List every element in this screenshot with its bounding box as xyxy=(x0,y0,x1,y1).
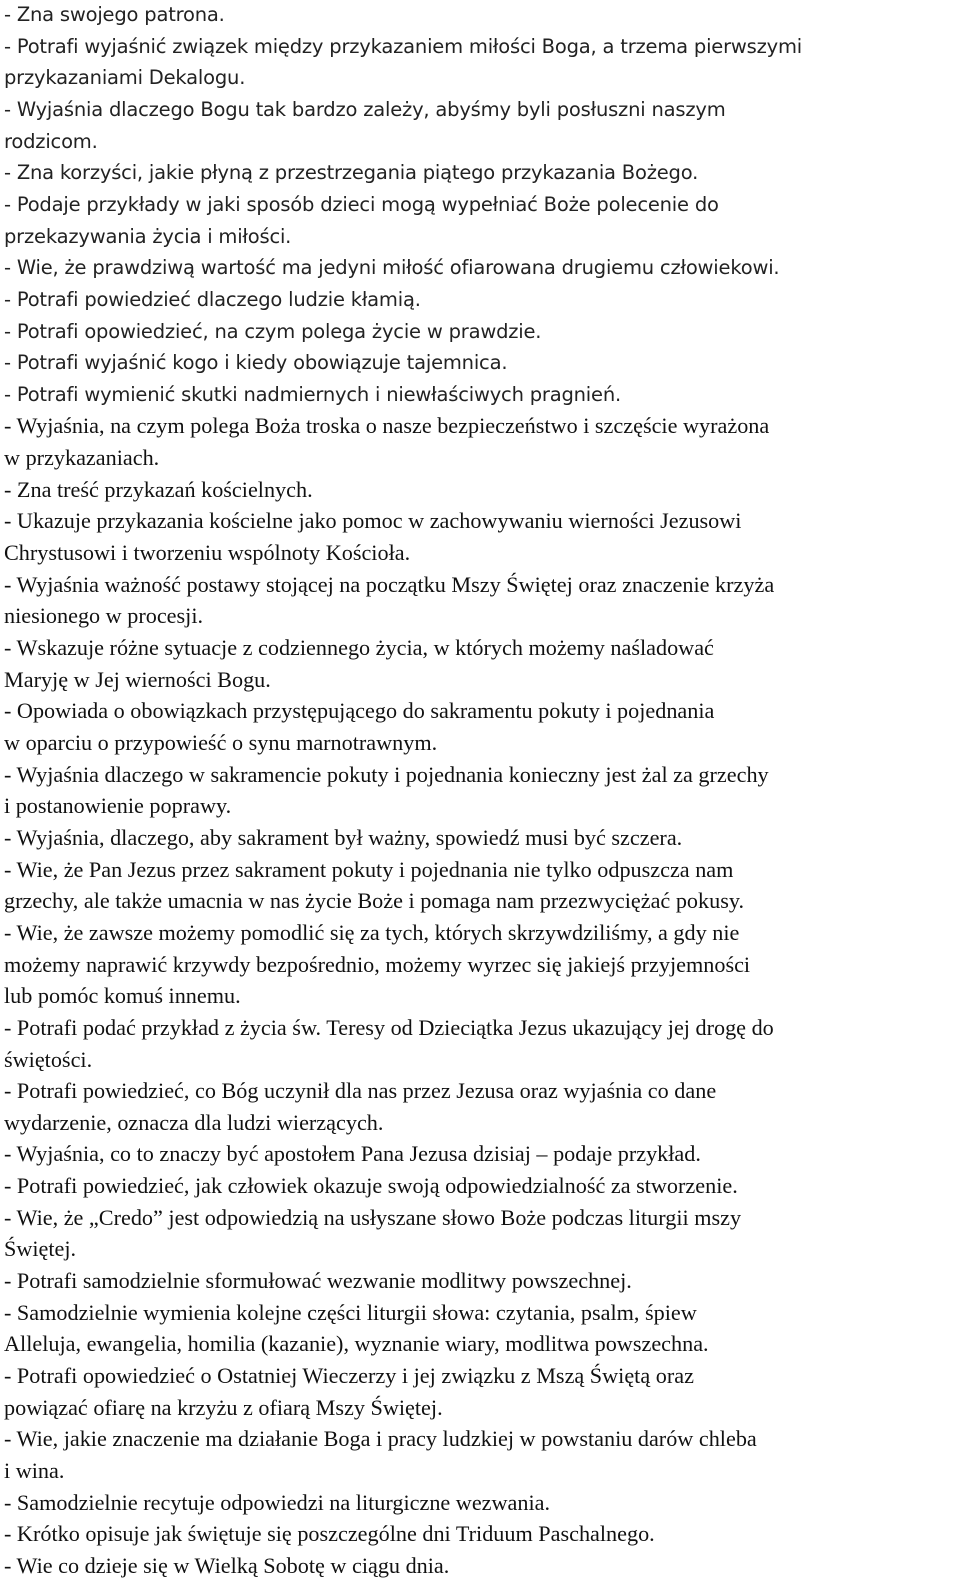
text-line: - Potrafi wyjaśnić związek między przykazaniem miłości Boga, a trzema pierwszymi xyxy=(4,34,803,58)
text-line: Chrystusowi i tworzeniu wspólnoty Kościoła. xyxy=(4,540,411,565)
text-line: przykazaniami Dekalogu. xyxy=(4,66,246,90)
text-line: - Wyjaśnia, na czym polega Boża troska o nasze bezpieczeństwo i szczęście wyrażona xyxy=(4,413,770,439)
text-line: - Zna korzyści, jakie płyną z przestrzegania piątego przykazania Bożego. xyxy=(4,161,699,185)
text-line: - Samodzielnie recytuje odpowiedzi na liturgiczne wezwania. xyxy=(4,1489,551,1515)
text-line: - Wyjaśnia ważność postawy stojącej na początku Mszy Świętej oraz znaczenie krzyża xyxy=(4,571,775,597)
text-line: - Potrafi wyjaśnić kogo i kiedy obowiązuje tajemnica. xyxy=(4,351,508,375)
text-line: - Potrafi wymienić skutki nadmiernych i niewłaściwych pragnień. xyxy=(4,382,621,406)
text-line: lub pomóc komuś innemu. xyxy=(4,983,241,1009)
text-line: rodzicom. xyxy=(4,129,98,153)
text-line: Alleluja, ewangelia, homilia (kazanie), wyznanie wiary, modlitwa powszechna. xyxy=(4,1331,709,1357)
text-line: świętości. xyxy=(4,1046,93,1072)
text-line: - Wie, że prawdziwą wartość ma jedyni miłość ofiarowana drugiemu człowiekowi. xyxy=(4,256,780,280)
text-line: - Potrafi powiedzieć dlaczego ludzie kłamią. xyxy=(4,287,421,311)
text-line: - Wie, że Pan Jezus przez sakrament pokuty i pojednania nie tylko odpuszcza nam xyxy=(4,856,734,882)
text-line: - Wie, że „Credo” jest odpowiedzią na usłyszane słowo Boże podczas liturgii mszy xyxy=(4,1204,742,1230)
text-line: - Potrafi powiedzieć, co Bóg uczynił dla nas przez Jezusa oraz wyjaśnia co dane xyxy=(4,1078,717,1104)
text-line: - Wskazuje różne sytuacje z codziennego życia, w których możemy naśladować xyxy=(4,635,714,660)
text-line: powiązać ofiarę na krzyżu z ofiarą Mszy Świętej. xyxy=(4,1394,443,1420)
text-line: - Ukazuje przykazania kościelne jako pomoc w zachowywaniu wierności Jezusowi xyxy=(4,508,742,534)
text-line: - Wyjaśnia, dlaczego, aby sakrament był ważny, spowiedź musi być szczera. xyxy=(4,824,683,850)
text-line: możemy naprawić krzywdy bezpośrednio, możemy wyrzec się jakiejś przyjemności xyxy=(4,951,751,977)
text-line: - Potrafi podać przykład z życia św. Teresy od Dzieciątka Jezus ukazujący jej drogę do xyxy=(4,1014,774,1040)
text-line: w przykazaniach. xyxy=(4,445,160,471)
text-line: - Podaje przykłady w jaki sposób dzieci mogą wypełniać Boże polecenie do xyxy=(4,192,719,216)
text-line: - Wyjaśnia dlaczego w sakramencie pokuty i pojednania konieczny jest żal za grzechy xyxy=(4,761,769,787)
text-line: w oparciu o przypowieść o synu marnotrawnym. xyxy=(4,729,438,755)
text-line: Świętej. xyxy=(4,1236,77,1262)
text-line: - Wie, jakie znaczenie ma działanie Boga i pracy ludzkiej w powstaniu darów chleba xyxy=(4,1426,757,1452)
text-line: przekazywania życia i miłości. xyxy=(4,224,292,248)
text-line: i postanowienie poprawy. xyxy=(4,793,232,819)
text-line: - Wyjaśnia, co to znaczy być apostołem Pana Jezusa dzisiaj – podaje przykład. xyxy=(4,1141,701,1167)
text-line: - Wie co dzieje się w Wielką Sobotę w ciągu dnia. xyxy=(4,1552,450,1578)
text-line: niesionego w procesji. xyxy=(4,603,204,629)
text-line: - Potrafi opowiedzieć, na czym polega życie w prawdzie. xyxy=(4,319,542,343)
text-line: - Opowiada o obowiązkach przystępującego do sakramentu pokuty i pojednania xyxy=(4,698,715,724)
text-line: i wina. xyxy=(4,1457,65,1483)
text-line: - Potrafi opowiedzieć o Ostatniej Wieczerzy i jej związku z Mszą Świętą oraz xyxy=(4,1363,694,1388)
text-line: - Zna swojego patrona. xyxy=(4,3,225,26)
text-line: - Potrafi powiedzieć, jak człowiek okazuje swoją odpowiedzialność za stworzenie. xyxy=(4,1173,738,1198)
text-line: - Wyjaśnia dlaczego Bogu tak bardzo zależy, abyśmy byli posłuszni naszym xyxy=(4,97,726,121)
text-line: Maryję w Jej wierności Bogu. xyxy=(4,666,271,692)
text-line: - Krótko opisuje jak świętuje się poszczególne dni Triduum Paschalnego. xyxy=(4,1521,655,1547)
text-line: - Potrafi samodzielnie sformułować wezwanie modlitwy powszechnej. xyxy=(4,1268,632,1293)
text-line: - Wie, że zawsze możemy pomodlić się za tych, których skrzywdziliśmy, a gdy nie xyxy=(4,919,740,945)
text-line: - Samodzielnie wymienia kolejne części liturgii słowa: czytania, psalm, śpiew xyxy=(4,1299,697,1325)
text-line: - Zna treść przykazań kościelnych. xyxy=(4,476,313,502)
text-line: grzechy, ale także umacnia w nas życie Boże i pomaga nam przezwyciężać pokusy. xyxy=(4,888,745,914)
text-line: wydarzenie, oznacza dla ludzi wierzących. xyxy=(4,1109,384,1135)
